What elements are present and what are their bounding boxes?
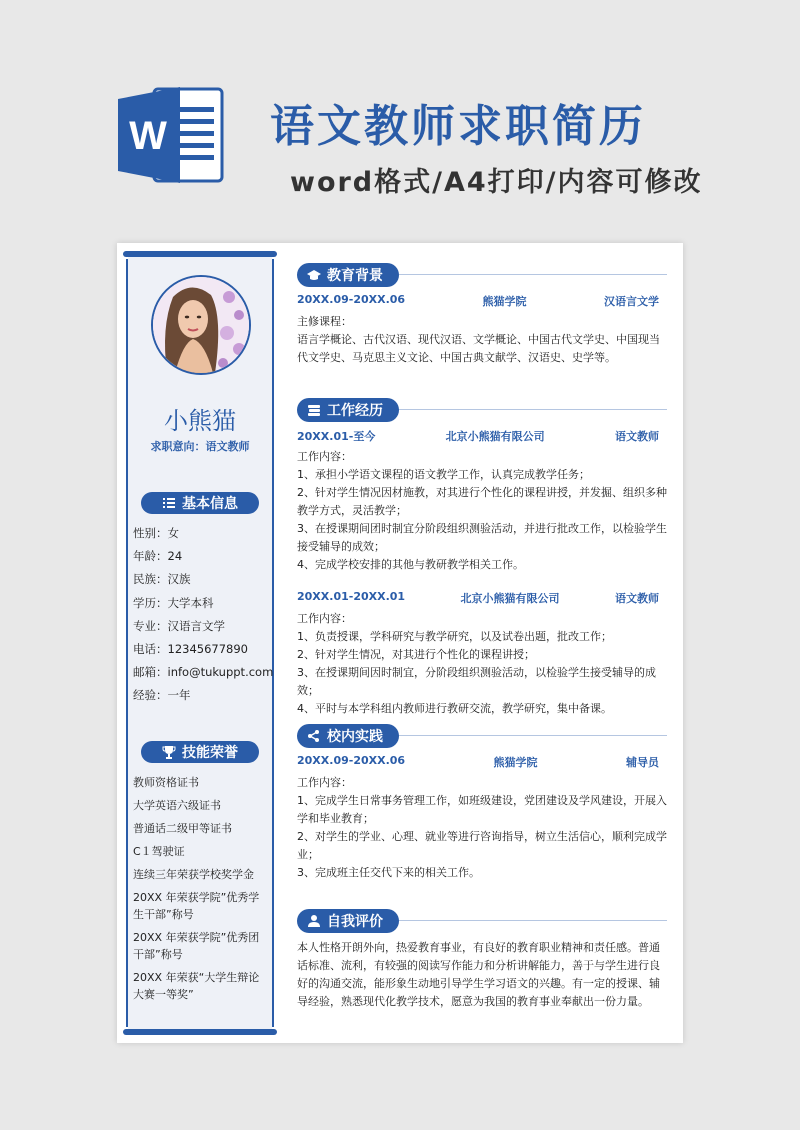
education-title: 教育背景 xyxy=(327,268,383,284)
sidebar xyxy=(123,251,277,1035)
basic-info-row: 学历：大学本科 xyxy=(133,595,214,610)
candidate-name: 小熊猫 xyxy=(164,407,236,435)
skill-item: 教师资格证书 xyxy=(133,776,199,789)
work-section xyxy=(297,398,667,718)
job-meta xyxy=(297,590,667,606)
campus-line: 工作内容： xyxy=(297,776,352,789)
basic-info-row: 专业：汉语言文学 xyxy=(133,618,225,633)
self-eval-heading xyxy=(297,909,399,933)
basic-info-row: 民族：汉族 xyxy=(133,572,191,587)
campus-line: 3、完成班主任交代下来的相关工作。 xyxy=(297,866,480,879)
job-role: 语文教师 xyxy=(614,430,659,443)
education-period: 20XX.09-20XX.06 xyxy=(297,293,406,306)
job-role: 语文教师 xyxy=(614,592,659,605)
word-icon xyxy=(118,85,226,185)
self-eval-section xyxy=(297,909,667,1011)
skills-heading xyxy=(141,741,259,763)
job-meta xyxy=(297,428,667,444)
job-line: 4、完成学校安排的其他与教研教学相关工作。 xyxy=(297,558,524,571)
job-line: 1、承担小学语文课程的语文教学工作，认真完成教学任务； xyxy=(297,468,590,481)
work-heading xyxy=(297,398,399,422)
basic-info-row: 经验：一年 xyxy=(133,688,191,703)
word-icon-letter: W xyxy=(129,114,167,158)
job-company: 北京小熊猫有限公司 xyxy=(445,430,545,443)
job-intent: 求职意向：语文教师 xyxy=(150,440,250,453)
campus-period: 20XX.09-20XX.06 xyxy=(297,754,406,767)
sidebar-bottom-bar xyxy=(123,1029,277,1035)
job-line: 工作内容： xyxy=(297,450,352,463)
skill-item: 普通话二级甲等证书 xyxy=(133,822,232,835)
basic-info-row: 电话：12345677890 xyxy=(133,641,248,656)
campus-heading xyxy=(297,724,399,748)
campus-school: 熊猫学院 xyxy=(493,756,538,769)
job-period: 20XX.01-至今 xyxy=(297,430,376,443)
job-company: 北京小熊猫有限公司 xyxy=(460,592,560,605)
graduation-cap-icon xyxy=(307,268,321,282)
campus-meta xyxy=(297,754,667,770)
job-body xyxy=(297,610,667,718)
trophy-icon xyxy=(162,745,176,759)
skill-item: 20XX 年荣获“大学生辩论大赛一等奖” xyxy=(133,971,260,1001)
job-line: 3、在授课期间团时制宜分阶段组织测验活动，并进行批改工作，以检验学生接受辅导的成效； xyxy=(297,522,667,553)
books-icon xyxy=(307,403,321,417)
self-eval-title: 自我评价 xyxy=(327,914,383,930)
job-line: 4、平时与本学科组内教师进行教研交流，教学研究，集中备课。 xyxy=(297,702,612,715)
education-line: 语言学概论、古代汉语、现代汉语、文学概论、中国古代文学史、中国现当代文学史、马克思主义文论、中国古典文献学、汉语史、史学等。 xyxy=(297,333,660,364)
skills-title: 技能荣誉 xyxy=(182,745,238,761)
job-line: 2、针对学生情况因材施教，对其进行个性化的课程讲授，并发掘、组织多种教学方式，灵活教学； xyxy=(297,486,667,517)
basic-info-heading xyxy=(141,492,259,514)
education-body xyxy=(297,313,667,367)
education-meta xyxy=(297,293,667,309)
job-line: 2、针对学生情况，对其进行个性化的课程讲授； xyxy=(297,648,535,661)
basic-info-title: 基本信息 xyxy=(182,496,238,512)
education-major: 汉语言文学 xyxy=(603,295,659,308)
skill-item: 20XX 年荣获学院”优秀团干部”称号 xyxy=(133,931,260,961)
header xyxy=(0,0,800,240)
job-line: 3、在授课期间因时制宜，分阶段组织测验活动，以检验学生接受辅导的成效； xyxy=(297,666,656,697)
page-subtitle: word格式/A4打印/内容可修改 xyxy=(290,167,703,198)
campus-section xyxy=(297,724,667,882)
resume-paper xyxy=(117,243,683,1043)
basic-info-list xyxy=(133,522,273,708)
skills-list xyxy=(133,774,265,1009)
education-school: 熊猫学院 xyxy=(482,295,527,308)
campus-line: 2、对学生的学业、心理、就业等进行咨询指导，树立生活信心，顺利完成学业； xyxy=(297,830,667,861)
user-icon xyxy=(307,914,321,928)
page-title: 语文教师求职简历 xyxy=(270,101,646,152)
job-line: 1、负责授课，学科研究与教学研究，以及试卷出题，批改工作； xyxy=(297,630,612,643)
education-line: 主修课程： xyxy=(297,315,352,328)
skill-item: 大学英语六级证书 xyxy=(133,799,221,812)
basic-info-row: 年龄：24 xyxy=(133,549,183,564)
basic-info-row: 性别：女 xyxy=(133,526,179,540)
skill-item: 连续三年荣获学校奖学金 xyxy=(133,868,254,881)
job-line: 工作内容： xyxy=(297,612,352,625)
avatar xyxy=(151,275,251,375)
self-eval-text: 本人性格开朗外向，热爱教育事业，有良好的教育职业精神和责任感。普通话标准、流利，有较强的阅读写作能力和分析讲解能力，善于与学生进行良好的沟通交流，能形象生动地引导学生学习语文的兴趣。有一定的授课、辅导经验，熟悉现代化教学技术，愿意为我国的教育事业奉献出一份力量。 xyxy=(297,941,660,1008)
skill-item: 20XX 年荣获学院”优秀学生干部”称号 xyxy=(133,891,260,921)
basic-info-row: 邮箱：info@tukuppt.com xyxy=(133,665,274,680)
campus-line: 1、完成学生日常事务管理工作，如班级建设，党团建设及学风建设，开展入学和毕业教育； xyxy=(297,794,667,825)
work-title: 工作经历 xyxy=(327,403,383,419)
list-icon xyxy=(162,496,176,510)
campus-title: 校内实践 xyxy=(327,729,383,745)
campus-body xyxy=(297,774,667,882)
job-body xyxy=(297,448,667,574)
share-icon xyxy=(307,729,321,743)
campus-role: 辅导员 xyxy=(625,756,659,769)
job-period: 20XX.01-20XX.01 xyxy=(297,590,406,603)
education-heading xyxy=(297,263,399,287)
education-section xyxy=(297,263,667,367)
skill-item: C１驾驶证 xyxy=(133,845,185,858)
